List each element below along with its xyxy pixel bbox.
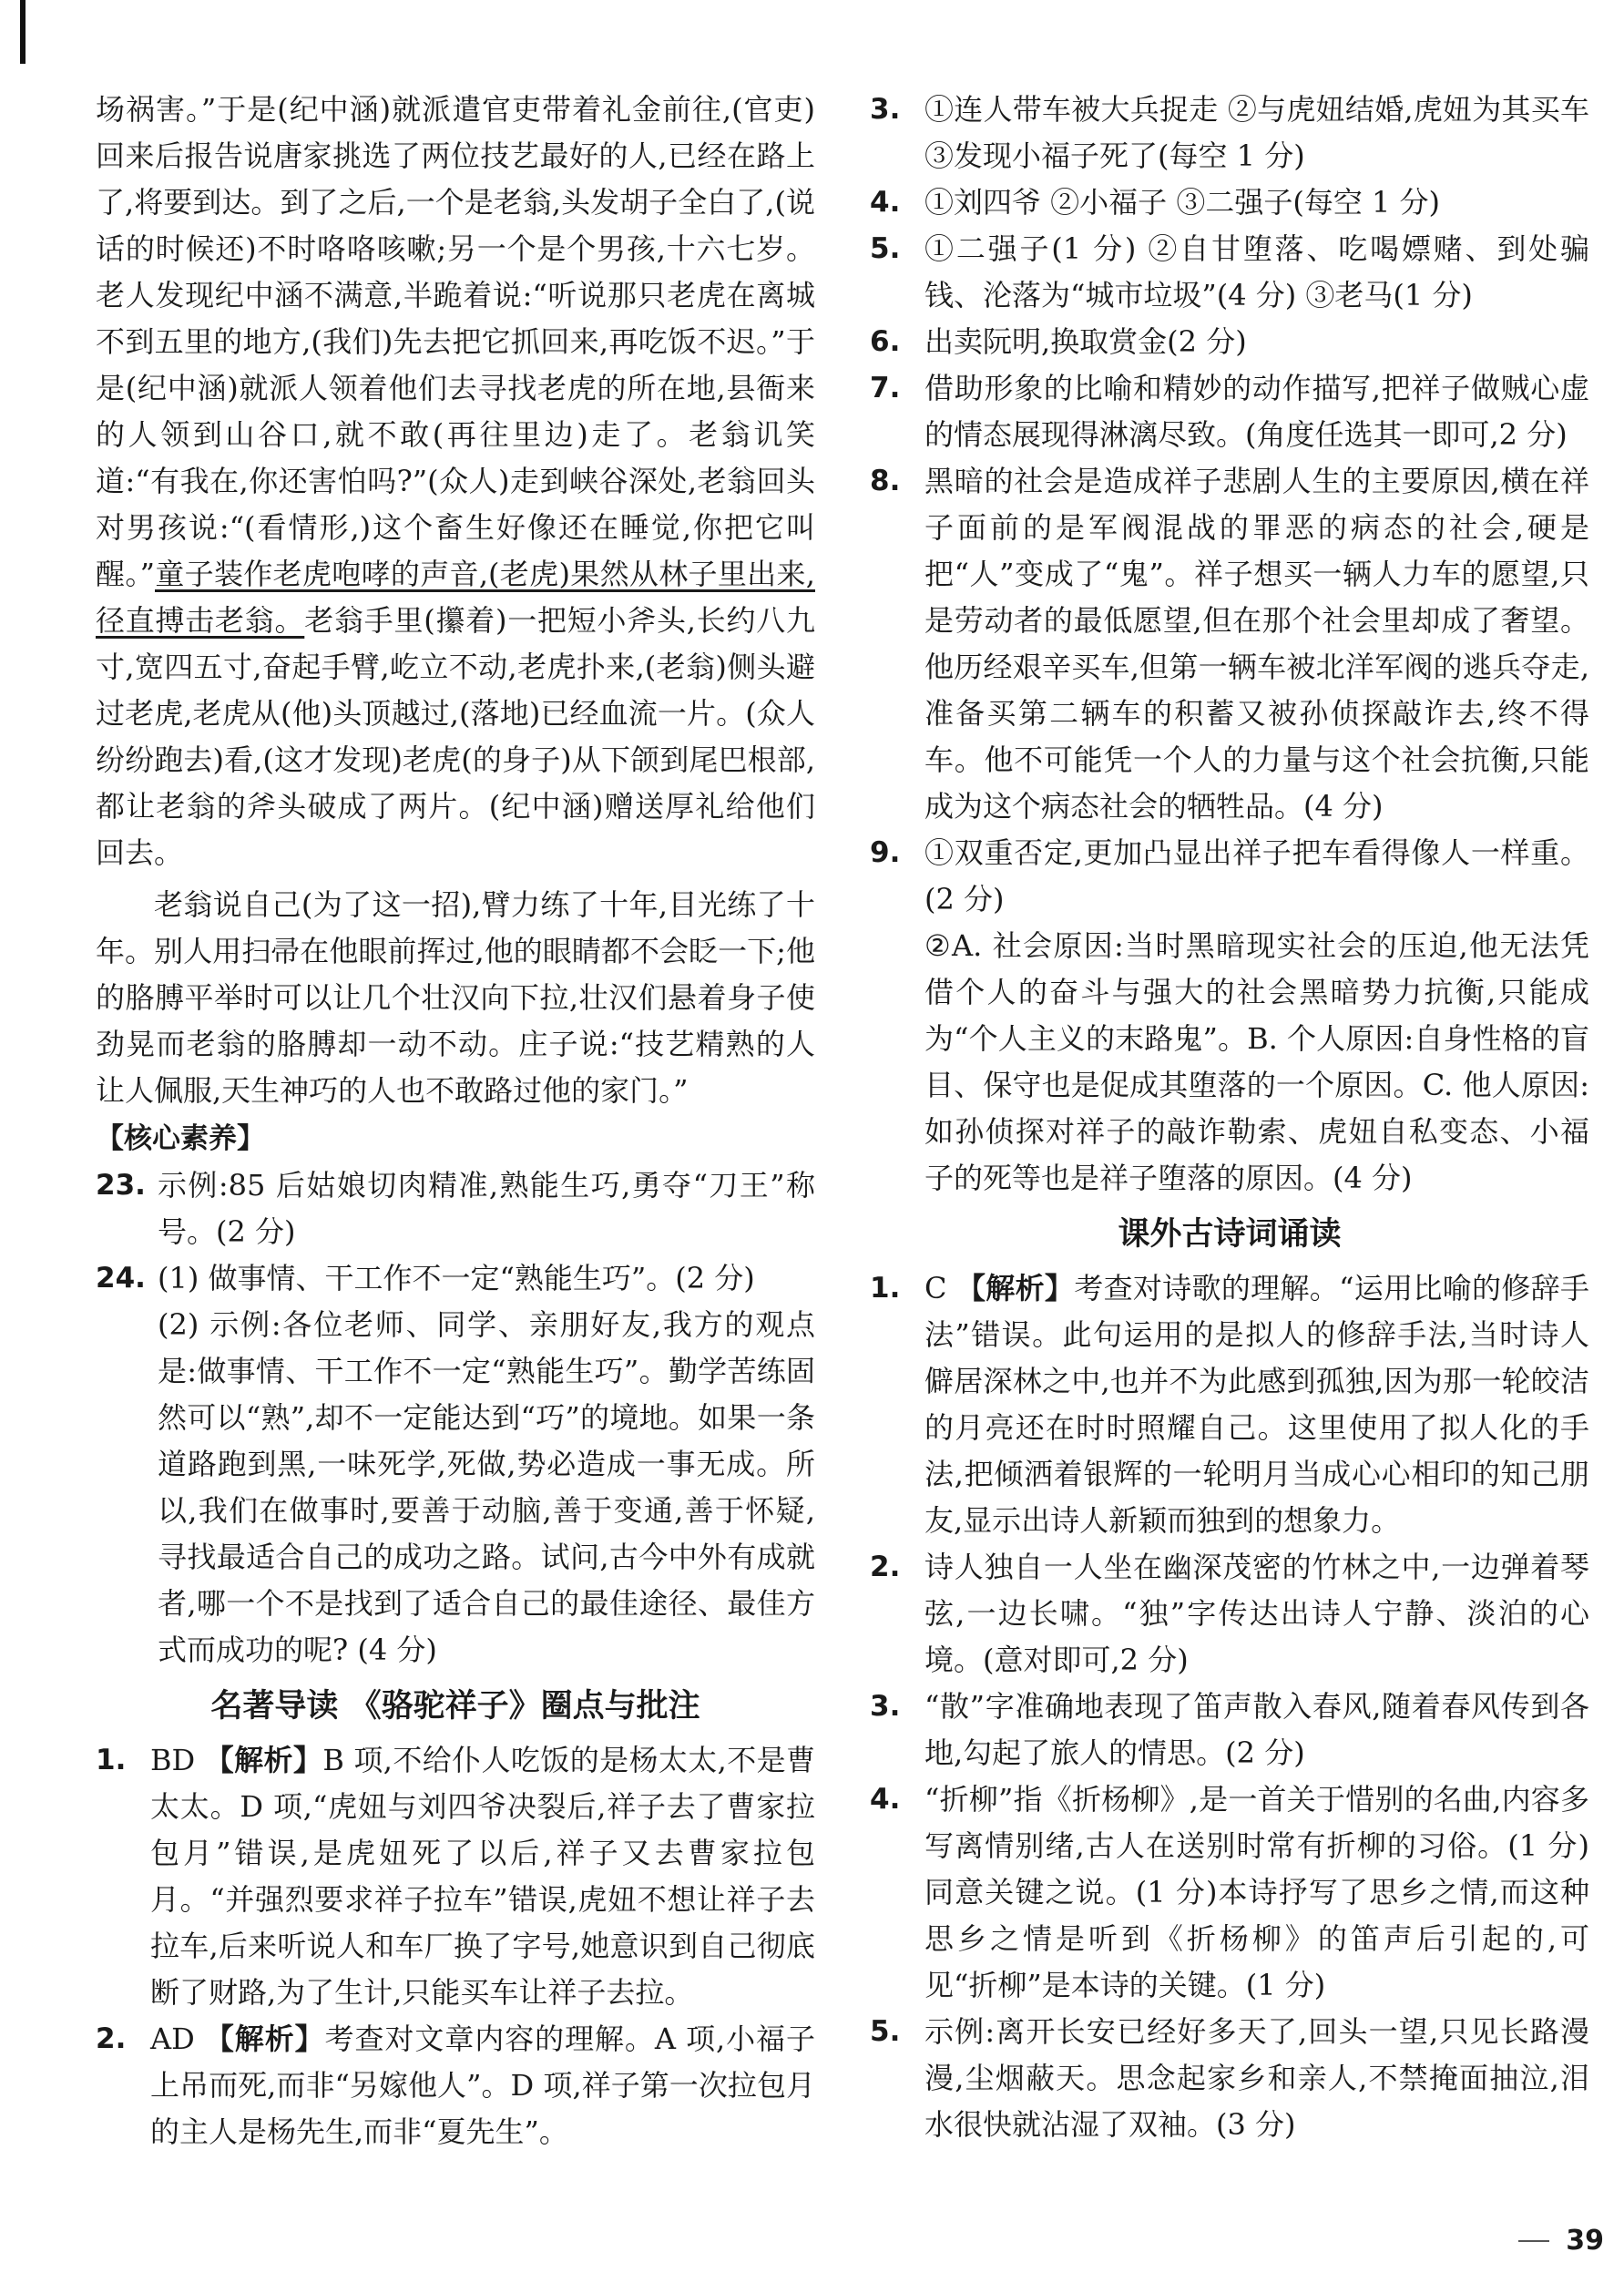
poetry-question-4 [870,1776,1589,2009]
analysis-tag: 【解析】 [204,2022,325,2056]
right-column [870,87,1589,2148]
question-24 [96,1255,815,1674]
question-number: 24. [96,1262,146,1295]
analysis-text: 考查对诗歌的理解。“运用比喻的修辞手法”错误。此句运用的是拟人的修辞手法,当时诗人僻居深林之中,也并不为此感到孤独,因为那一轮皎洁的月亮还在时时照耀自己。这里使用了拟人化的手法,把倾洒着银辉的一轮明月当成心心相印的知己朋友,显示出诗人新颖而独到的想象力。 [924,1271,1589,1538]
answer-part-2: (2) 示例:各位老师、同学、亲朋好友,我方的观点是:做事情、干工作不一定“熟能生巧”。勤学苦练固然可以“熟”,却不一定能达到“巧”的境地。如果一条道路跑到黑,一味死学,死做,势必造成一事无成。所以,我们在做事时,要善于动脑,善于变通,善于怀疑,寻找最适合自己的成功之路。试问,古今中外有成就者,哪一个不是找到了适合自己的最佳途径、最佳方式而成功的呢? (4 分) [158,1307,815,1667]
reading-question-7 [870,365,1589,458]
question-number: 4. [870,1783,901,1816]
answer-part-1: ①双重否定,更加凸显出祥子把车看得像人一样重。(2 分) [924,835,1589,916]
answer-text: 示例:85 后姑娘切肉精准,熟能生巧,勇夺“刀王”称号。(2 分) [158,1168,815,1249]
intro-text-rest: 老翁手里(攥着)一把短小斧头,长约八九寸,宽四五寸,奋起手臂,屹立不动,老虎扑来,(老翁)侧头避过老虎,老虎从(他)头顶越过,(落地)已经血流一片。(众人纷纷跑去)看,(这才发现)老虎(的身子)从下颌到尾巴根部,都让老翁的斧头破成了两片。(纪中涵)赠送厚礼给他们回去。 [96,603,815,870]
reading-question-2 [96,2016,815,2155]
poetry-question-5 [870,2009,1589,2148]
answer-part-1: (1) 做事情、干工作不一定“熟能生巧”。(2 分) [158,1261,755,1295]
left-edge-bar [20,0,26,64]
question-number: 6. [870,325,901,358]
question-number: 4. [870,186,901,219]
answer-text: “折柳”指《折杨柳》,是一首关于惜别的名曲,内容多写离情别绪,古人在送别时常有折柳的习俗。(1 分)同意关键之说。(1 分)本诗抒写了思乡之情,而这种思乡之情是听到《折杨柳》的笛声后引起的,可见“折柳”是本诗的关键。(1 分) [924,1782,1589,2002]
reading-question-8 [870,458,1589,830]
answer-text: 出卖阮明,换取赏金(2 分) [924,324,1247,359]
answer-text: 黑暗的社会是造成祥子悲剧人生的主要原因,横在祥子面前的是军阀混战的罪恶的病态的社会,硬是把“人”变成了“鬼”。祥子想买一辆人力车的愿望,只是劳动者的最低愿望,但在那个社会里却成了奢望。他历经艰辛买车,但第一辆车被北洋军阀的逃兵夺走,准备买第二辆车的积蓄又被孙侦探敲诈去,终不得车。他不可能凭一个人的力量与这个社会抗衡,只能成为这个病态社会的牺牲品。(4 分) [924,464,1589,824]
question-number: 1. [870,1272,901,1305]
underlined-sentence: 童子装作老虎咆哮的声音,(老虎)果然从林子里出来,径直搏击老翁。 [96,557,815,638]
question-number: 2. [96,2022,127,2055]
answer-text: 诗人独自一人坐在幽深茂密的竹林之中,一边弹着琴弦,一边长啸。“独”字传达出诗人宁静、淡泊的心境。(意对即可,2 分) [924,1550,1589,1677]
answer-choice: AD [150,2022,195,2056]
poetry-question-2 [870,1544,1589,1684]
question-number: 1. [96,1744,127,1776]
question-number: 3. [870,1690,901,1723]
question-number: 5. [870,2015,901,2048]
reading-question-4 [870,179,1589,226]
analysis-text: B 项,不给仆人吃饭的是杨太太,不是曹太太。D 项,“虎妞与刘四爷决裂后,祥子去了曹家拉包月”错误,是虎妞死了以后,祥子又去曹家拉包月。“并强烈要求祥子拉车”错误,虎妞不想让祥子去拉车,后来听说人和车厂换了字号,她意识到自己彻底断了财路,为了生计,只能买车让祥子去拉。 [150,1743,815,2010]
analysis-tag: 【解析】 [955,1271,1075,1305]
section-title-reading: 名著导读 《骆驼祥子》圈点与批注 [210,1688,700,1725]
question-number: 3. [870,93,901,126]
left-column [96,87,815,2155]
reading-question-3 [870,87,1589,179]
poetry-question-3 [870,1684,1589,1776]
section-title-poetry: 课外古诗词诵读 [1118,1216,1342,1253]
question-number: 5. [870,232,901,265]
reading-question-6 [870,319,1589,365]
question-23 [96,1162,815,1255]
analysis-tag: 【解析】 [204,1743,323,1777]
answer-text: 示例:离开长安已经好多天了,回头一望,只见长路漫漫,尘烟蔽天。思念起家乡和亲人,不禁掩面抽泣,泪水很快就沾湿了双袖。(3 分) [924,2014,1589,2142]
question-number: 9. [870,836,901,869]
poetry-question-1 [870,1265,1589,1544]
question-number: 23. [96,1169,146,1202]
answer-text: ①二强子(1 分) ②自甘堕落、吃喝嫖赌、到处骗钱、沦落为“城市垃圾”(4 分) ③老马(1 分) [924,231,1589,312]
reading-question-1 [96,1737,815,2016]
analysis-text: 考查对文章内容的理解。A 项,小福子上吊而死,而非“另嫁他人”。D 项,祥子第一次拉包月的主人是杨先生,而非“夏先生”。 [150,2022,815,2149]
page-number-dash [1518,2240,1549,2242]
intro-paragraph [96,87,815,876]
page-number: 39 [1566,2225,1604,2257]
question-number: 8. [870,465,901,497]
answer-text: “散”字准确地表现了笛声散入春风,随着春风传到各地,勾起了旅人的情思。(2 分) [924,1689,1589,1770]
core-literacy-heading: 【核心素养】 [96,1122,265,1155]
reading-question-9 [870,830,1589,1202]
intro-text: 场祸害。”于是(纪中涵)就派遣官吏带着礼金前往,(官吏)回来后报告说唐家挑选了两位技艺最好的人,已经在路上了,将要到达。到了之后,一个是老翁,头发胡子全白了,(说话的时候还)不时咯咯咳嗽;另一个是个男孩,十六七岁。老人发现纪中涵不满意,半跪着说:“听说那只老虎在离城不到五里的地方,(我们)先去把它抓回来,再吃饭不迟。”于是(纪中涵)就派人领着他们去寻找老虎的所在地,县衙来的人领到山谷口,就不敢(再往里边)走了。老翁讥笑道:“有我在,你还害怕吗?”(众人)走到峡谷深处,老翁回头对男孩说:“(看情形,)这个畜生好像还在睡觉,你把它叫醒。” [96,92,815,591]
question-number: 2. [870,1551,901,1583]
answer-part-2: ②A. 社会原因:当时黑暗现实社会的压迫,他无法凭借个人的奋斗与强大的社会黑暗势力抗衡,只能成为“个人主义的末路鬼”。B. 个人原因:自身性格的盲目、保守也是促成其堕落的一个原因。C. 他人原因:如孙侦探对祥子的敲诈勒索、虎妞自私变态、小福子的死等也是祥子堕落的原因。(4 分) [924,928,1589,1195]
reading-question-5 [870,226,1589,319]
answer-text: 借助形象的比喻和精妙的动作描写,把祥子做贼心虚的情态展现得淋漓尽致。(角度任选其一即可,2 分) [924,371,1589,452]
answer-choice: BD [150,1743,196,1777]
answer-text: ①连人带车被大兵捉走 ②与虎妞结婚,虎妞为其买车 ③发现小福子死了(每空 1 分) [924,92,1589,173]
second-paragraph: 老翁说自己(为了这一招),臂力练了十年,目光练了十年。别人用扫帚在他眼前挥过,他的眼睛都不会眨一下;他的胳膊平举时可以让几个壮汉向下拉,壮汉们悬着身子使劲晃而老翁的胳膊却一动不动。庄子说:“技艺精熟的人让人佩服,天生神巧的人也不敢路过他的家门。” [96,887,815,1108]
answer-text: ①刘四爷 ②小福子 ③二强子(每空 1 分) [924,185,1441,220]
answer-choice: C [924,1271,947,1305]
question-number: 7. [870,372,901,404]
